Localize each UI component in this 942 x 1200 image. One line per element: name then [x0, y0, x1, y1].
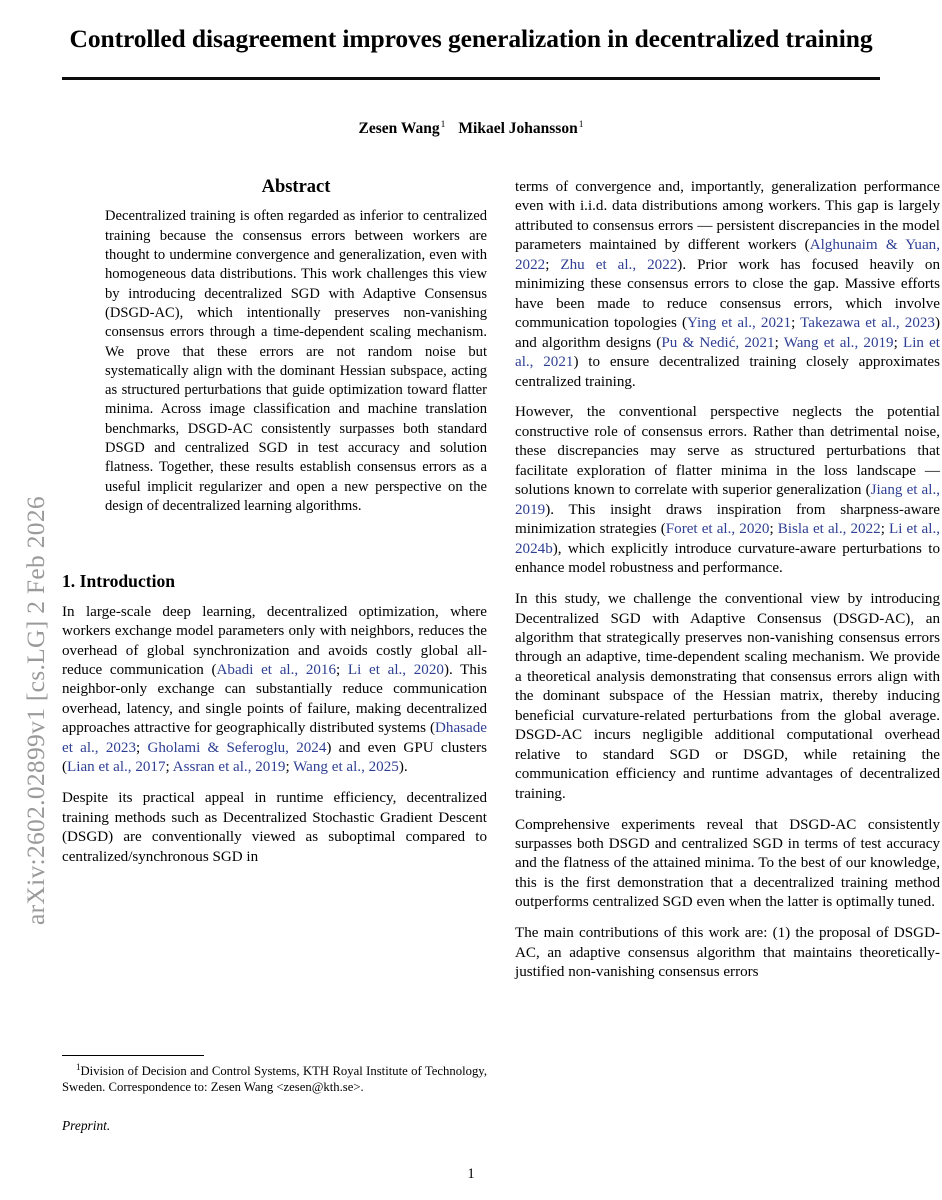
paragraph-text: However, the conventional perspective neglects the potential constructive role of consensus errors. Rather than detrimental noise, these discrepancies may serve as structured perturbations that facilitate exploration of flatter minima in the loss landscape — solutions known to correlate with superior generalization ( [515, 404, 940, 499]
author-affiliation-marker: 1 [578, 119, 584, 130]
paragraph-text: ) and even GPU clusters ( [62, 739, 487, 776]
title-divider [62, 77, 880, 80]
body-paragraph [515, 924, 940, 982]
abstract-block [105, 178, 487, 516]
arxiv-identifier-stamp: arXiv:2602.02899v1 [cs.LG] 2 Feb 2026 [21, 496, 50, 925]
paragraph-text: ; [285, 759, 294, 776]
footnote-body: Division of Decision and Control Systems, KTH Royal Institute of Technology, Sweden. Correspondence to: Zesen Wang <zesen@kth.se>. [62, 1064, 487, 1095]
paragraph-text: ; [545, 256, 561, 273]
paragraph-text: ), which explicitly introduce curvature-aware perturbations to enhance model robustness and performance. [515, 540, 940, 577]
paragraph-text: Comprehensive experiments reveal that DSGD-AC consistently surpasses both DSGD and centralized SGD in terms of test accuracy and the flatness of the attained minima. To the best of our knowledge, this is the first demonstration that a decentralized training method outperforms centralized SGD even when the latter is optimally tuned. [515, 816, 940, 911]
footnote-area [62, 1055, 487, 1134]
footnote-text [62, 1063, 487, 1095]
paragraph-text: ; [769, 521, 778, 538]
abstract-text: Decentralized training is often regarded as inferior to centralized training because the consensus errors between workers are thought to undermine convergence and generalization, even with homogeneous data distributions. This work challenges this view by introducing decentralized SGD with Adaptive Consensus (DSGD-AC), which intentionally preserves non-vanishing consensus errors through a time-dependent scaling mechanism. We prove that these errors are not random noise but systematically align with the dominant Hessian subspace, acting as structured perturbations that guide optimization toward flatter minima. Across image classification and machine translation benchmarks, DSGD-AC consistently surpasses both standard DSGD and centralized SGD in test accuracy and solution flatness. Together, these results establish consensus errors as a useful implicit regularizer and open a new perspective on the design of decentralized learning algorithms. [105, 208, 487, 514]
citation-link[interactable]: Jiang et al., 2019 [515, 482, 940, 518]
author-entry [458, 120, 583, 137]
paragraph-text: ) and algorithm designs ( [515, 315, 940, 351]
citation-link[interactable]: Ying et al., 2021 [686, 315, 792, 332]
citation-link[interactable]: Takezawa et al., 2023 [800, 315, 935, 332]
paragraph-text: ; [774, 334, 784, 351]
citation-link[interactable]: Bisla et al., 2022 [777, 521, 881, 538]
paragraph-text: ). This insight draws inspiration from sharpness-aware minimization strategies ( [515, 501, 940, 538]
author-entry [359, 120, 446, 137]
citation-link[interactable]: Lin et al., 2021 [515, 334, 941, 371]
author-affiliation-marker: 1 [440, 119, 446, 130]
paragraph-text: ) to ensure decentralized training closely approximates centralized training. [515, 354, 940, 390]
citation-link[interactable]: Assran et al., 2019 [172, 759, 286, 776]
paragraph-text: Despite its practical appeal in runtime efficiency, decentralized training methods such as Decentralized Stochastic Gradient Descent (DSGD) are conventionally viewed as suboptimal compared to centralized/synchronous SGD in [62, 790, 487, 865]
left-column [62, 178, 487, 867]
paragraph-text: In large-scale deep learning, decentralized optimization, where workers exchange model parameters only with neighbors, reduces the overhead of global synchronization and avoids costly global all-reduce communication ( [62, 603, 487, 679]
left-column-paragraphs [62, 603, 487, 867]
paragraph-text: ). [398, 759, 408, 776]
body-paragraph [515, 590, 940, 804]
body-paragraph [515, 403, 940, 578]
title-block [62, 24, 880, 88]
citation-link[interactable]: Gholami & Seferoglu, 2024 [147, 739, 327, 756]
paragraph-text: terms of convergence and, importantly, generalization performance even with i.i.d. data distributions among workers. This gap is largely attributed to consensus errors — persistent discrepancies in the model parameters maintained by different workers ( [515, 179, 940, 254]
right-column-paragraphs [515, 178, 940, 983]
paragraph-text: ; [336, 662, 348, 679]
paragraph-text: ; [893, 334, 903, 351]
citation-link[interactable]: Li et al., 2020 [347, 662, 444, 679]
citation-link[interactable]: Pu & Nedić, 2021 [661, 334, 775, 351]
citation-link[interactable]: Dhasade et al., 2023 [62, 720, 487, 756]
author-name: Mikael Johansson [458, 120, 578, 137]
page-title: Controlled disagreement improves generalization in decentralized training [69, 24, 873, 53]
paragraph-text: ). This neighbor-only exchange can substantially reduce communication overhead, latency, and single points of failure, making decentralized approaches attractive for geographically distributed systems ( [62, 662, 487, 737]
paragraph-text: The main contributions of this work are: (1) the proposal of DSGD-AC, an adaptive consensus algorithm that maintains theoretically-justified non-vanishing consensus errors [515, 925, 940, 981]
paragraph-text: ; [136, 739, 148, 756]
paragraph-text: ; [880, 521, 890, 538]
author-list [62, 120, 880, 138]
citation-link[interactable]: Wang et al., 2025 [293, 759, 399, 776]
citation-link[interactable]: Lian et al., 2017 [67, 759, 166, 776]
body-paragraph [62, 603, 487, 778]
citation-link[interactable]: Foret et al., 2020 [665, 521, 770, 538]
citation-link[interactable]: Abadi et al., 2016 [216, 662, 337, 679]
paragraph-text: ). Prior work has focused heavily on minimizing these consensus errors to close the gap. Massive efforts have been made to reduce consensus errors, which involve communication topologies ( [515, 256, 940, 332]
preprint-note: Preprint. [62, 1118, 111, 1134]
citation-link[interactable]: Li et al., 2024b [515, 521, 940, 557]
paragraph-text: ; [791, 315, 801, 332]
paragraph-text: ; [165, 759, 173, 776]
paragraph-text: In this study, we challenge the conventional view by introducing Decentralized SGD with Adaptive Consensus (DSGD-AC), an algorithm that strategically preserves non-vanishing consensus errors through an adaptive, time-dependent scaling mechanism. We provide a theoretical analysis demonstrating that consensus errors align with the dominant subspace of the Hessian matrix, thereby inducing beneficial curvature-related perturbations from the global average. DSGD-AC incurs negligible additional computational overhead relative to standard SGD or DSGD, while retaining the communication efficiency and runtime advantages of decentralized training. [515, 591, 940, 802]
body-paragraph [62, 789, 487, 867]
right-column [515, 178, 940, 983]
body-paragraph [515, 178, 940, 392]
citation-link[interactable]: Wang et al., 2019 [783, 334, 894, 351]
page-number: 1 [467, 1166, 475, 1182]
footnote-marker: 1 [76, 1061, 81, 1072]
section-heading-introduction: 1. Introduction [62, 571, 176, 592]
author-name: Zesen Wang [358, 120, 440, 137]
citation-link[interactable]: Alghunaim & Yuan, 2022 [515, 237, 940, 273]
body-paragraph [515, 816, 940, 913]
footnote-divider [62, 1055, 204, 1056]
citation-link[interactable]: Zhu et al., 2022 [560, 256, 678, 273]
abstract-heading: Abstract [261, 177, 331, 197]
